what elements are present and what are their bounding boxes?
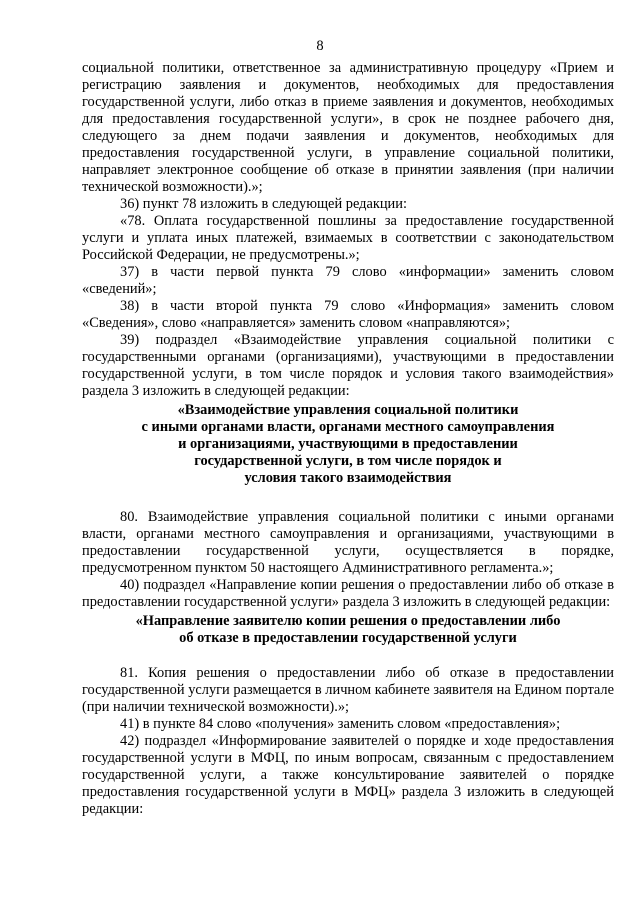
paragraph-item-40: 40) подраздел «Направление копии решения о предоставлении либо об отказе в предоставлении государственной услуги» раздела 3 изложить в следующей редакции: [82,577,614,610]
paragraph-item-42: 42) подраздел «Информирование заявителей о порядке и ходе предоставления государственной услуги в МФЦ, по иным вопросам, связанным с предоставлением государственной услуги, а также консультирование заявителей о порядке предоставления государственной услуги в МФЦ» раздела 3 изложить в следующей редакции: [82,733,614,817]
heading-line: об отказе в предоставлении государственной услуги [179,630,517,646]
heading-line: с иными органами власти, органами местного самоуправления [141,419,555,435]
paragraph-clause-78: «78. Оплата государственной пошлины за предоставление государственной услуги и уплата иных платежей, взимаемых в соответствии с законодательством Российской Федерации, не предусмотрены.»; [82,213,614,263]
heading-line: «Направление заявителю копии решения о предоставлении либо [135,613,561,629]
paragraph-item-39: 39) подраздел «Взаимодействие управления социальной политики с государственными органами (организациями), участвующими в предоставлении государственной услуги, в том числе порядок и условия такого взаимодействия» раздела 3 изложить в следующей редакции: [82,332,614,399]
page-number: 8 [316,38,324,54]
paragraph-item-36: 36) пункт 78 изложить в следующей редакции: [120,196,407,212]
heading-line: государственной услуги, в том числе порядок и [194,453,502,469]
section-heading-copy-decision [82,613,614,647]
paragraph-item-41: 41) в пункте 84 слово «получения» заменить словом «предоставления»; [120,716,561,732]
document-body [82,60,614,818]
paragraph-continuation: социальной политики, ответственное за административную процедуру «Прием и регистрацию заявления и документов, необходимых для предоставления государственной услуги, либо отказ в приеме заявления и документов, необходимых для предоставления государственной услуги», в срок не позднее рабочего дня, следующего за днем подачи заявления и документов, необходимых для предоставления государственной услуги, в управление социальной политики, направляет электронное сообщение об отказе в принятии заявления (при наличии технической возможности).»; [82,60,614,195]
paragraph-clause-81: 81. Копия решения о предоставлении либо об отказе в предоставлении государственной услуги размещается в личном кабинете заявителя на Едином портале (при наличии технической возможности).»; [82,665,614,715]
paragraph-clause-80: 80. Взаимодействие управления социальной политики с иными органами власти, органами местного самоуправления и организациями, участвующими в предоставлении государственной услуги, осуществляется в порядке, предусмотренном пунктом 50 настоящего Административного регламента.»; [82,509,614,576]
paragraph-item-37: 37) в части первой пункта 79 слово «информации» заменить словом «сведений»; [82,264,614,297]
heading-line: и организациями, участвующими в предоставлении [178,436,518,452]
heading-line: «Взаимодействие управления социальной политики [177,402,519,418]
section-heading-interaction [82,402,614,487]
paragraph-item-38: 38) в части второй пункта 79 слово «Информация» заменить словом «Сведения», слово «направляется» заменить словом «направляются»; [82,298,614,331]
heading-line: условия такого взаимодействия [244,470,452,486]
